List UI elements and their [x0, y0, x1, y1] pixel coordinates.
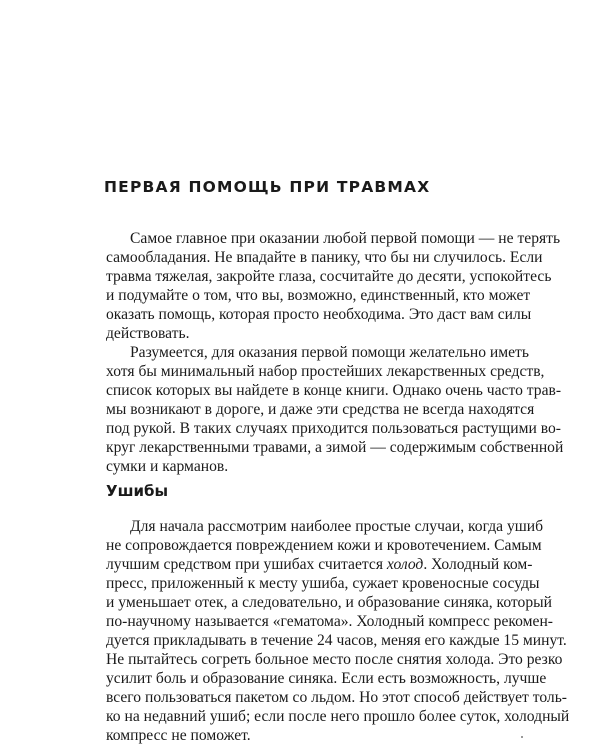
paragraph-line: всего пользоваться пакетом со льдом. Но этот способ действует толь-: [106, 689, 567, 706]
paragraph-line: дуется прикладывать в течение 24 часов, меняя его каждые 15 минут.: [106, 632, 567, 649]
print-mark: [521, 736, 523, 738]
line-segment: лучшим средством при ушибах считается: [106, 556, 387, 573]
paragraph-line: [106, 556, 533, 574]
paragraph-line: пресс, приложенный к месту ушиба, сужает кровеносные сосуды: [106, 575, 540, 592]
paragraph-line: травма тяжелая, закройте глаза, сосчитайте до десяти, успокойтесь: [106, 268, 552, 285]
paragraph-line: ко на недавний ушиб; если после него прошло более суток, холодный: [106, 708, 570, 725]
emphasis-word: холод: [386, 556, 424, 573]
paragraph-line: и подумайте о том, что вы, возможно, единственный, кто может: [106, 287, 531, 304]
paragraph-line: Для начала рассмотрим наиболее простые случаи, когда ушиб: [130, 518, 544, 535]
paragraph-line: хотя бы минимальный набор простейших лекарственных средств,: [106, 363, 545, 380]
paragraph-line: Не пытайтесь согреть больное место после снятия холода. Это резко: [106, 651, 563, 668]
paragraph-line: сумки и карманов.: [106, 458, 229, 475]
paragraph-line: Разумеется, для оказания первой помощи желательно иметь: [130, 344, 529, 361]
paragraph-line: оказать помощь, которая просто необходима. Это даст вам силы: [106, 306, 532, 323]
paragraph-line: компресс не поможет.: [106, 727, 251, 744]
paragraph-line: самообладания. Не впадайте в панику, что бы ни случилось. Если: [106, 249, 543, 266]
paragraph-line: под рукой. В таких случаях приходится пользоваться растущими во-: [106, 420, 561, 437]
paragraph-line: усилит боль и образование синяка. Если есть возможность, лучше: [106, 670, 547, 687]
paragraph-line: по-научному называется «гематома». Холодный компресс рекомен-: [106, 613, 554, 630]
section-title: Ушибы: [106, 482, 169, 500]
paragraph-line: Самое главное при оказании любой первой помощи — не терять: [130, 230, 561, 247]
paragraph-line: список которых вы найдете в конце книги. Однако очень часто трав-: [106, 382, 562, 399]
paragraph-line: и уменьшает отек, а следовательно, и образование синяка, который: [106, 594, 552, 611]
line-segment: . Холодный ком-: [423, 556, 533, 573]
paragraph-line: круг лекарственными травами, а зимой — содержимым собственной: [106, 439, 564, 456]
paragraph-line: действовать.: [106, 325, 190, 342]
paragraph-line: не сопровождается повреждением кожи и кровотечением. Самым: [106, 537, 542, 554]
chapter-title: ПЕРВАЯ ПОМОЩЬ ПРИ ТРАВМАХ: [104, 178, 431, 196]
paragraph-line: мы возникают в дороге, и даже эти средства не всегда находятся: [106, 401, 535, 418]
